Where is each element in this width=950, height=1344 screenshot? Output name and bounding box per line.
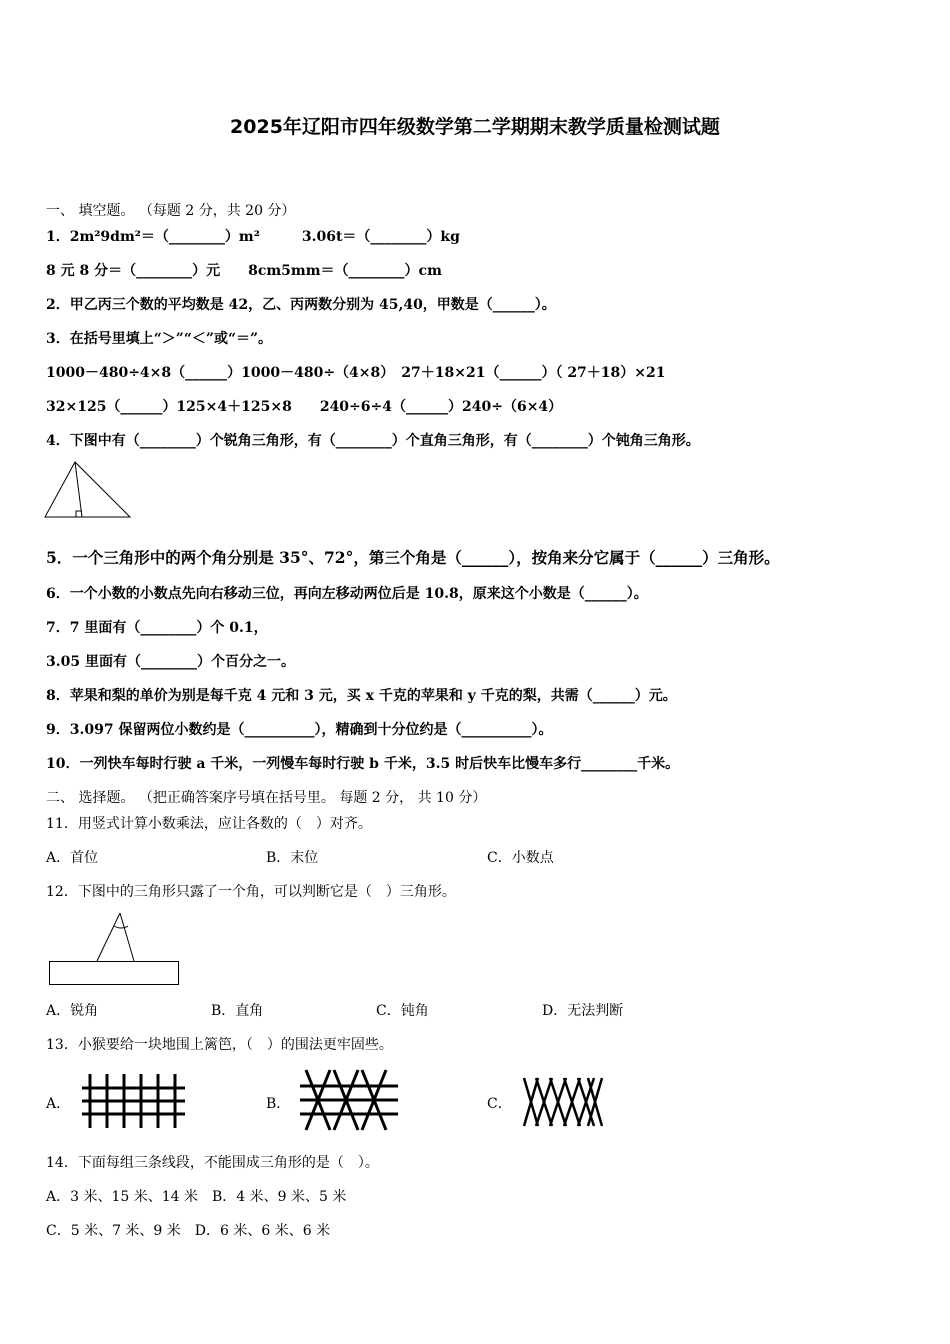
q12-option-b[interactable]: B．直角: [211, 1003, 264, 1019]
fence-cross-grid-figure[interactable]: [300, 1068, 400, 1132]
section2-header: 二、 选择题。 （把正确答案序号填在括号里。 每题 2 分， 共 10 分）: [46, 790, 487, 806]
question-14: 14．下面每组三条线段，不能围成三角形的是（ ）。: [46, 1155, 379, 1171]
question-11: 11．用竖式计算小数乘法，应让各数的（ ）对齐。: [46, 816, 372, 832]
q11-option-b[interactable]: B．末位: [266, 850, 319, 866]
q13-label-c[interactable]: C．: [487, 1096, 512, 1112]
section1-header: 一、 填空题。 （每题 2 分，共 20 分）: [46, 203, 296, 219]
q12-option-c[interactable]: C．钝角: [376, 1003, 429, 1019]
question-6: 6．一个小数的小数点先向右移动三位，再向左移动两位后是 10.8，原来这个小数是（______）。: [46, 586, 648, 602]
q12-option-a[interactable]: A．锐角: [46, 1003, 99, 1019]
q11-option-c[interactable]: C．小数点: [487, 850, 554, 866]
question-14-options-line-2[interactable]: C．5 米、7 米、9 米 D．6 米、6 米、6 米: [46, 1223, 331, 1239]
question-13: 13．小猴要给一块地围上篱笆，（ ）的围法更牢固些。: [46, 1037, 393, 1053]
question-10: 10．一列快车每时行驶 a 千米，一列慢车每时行驶 b 千米，3.5 时后快车比慢车多行________千米。: [46, 756, 680, 772]
question-7-line-1: 7．7 里面有（________）个 0.1，: [46, 620, 268, 636]
question-3: 3．在括号里填上“＞”“＜”或“＝”。: [46, 331, 273, 347]
question-12: 12．下图中的三角形只露了一个角，可以判断它是（ ）三角形。: [46, 884, 456, 900]
q13-label-b[interactable]: B．: [266, 1096, 291, 1112]
question-8: 8．苹果和梨的单价为别是每千克 4 元和 3 元，买 x 千克的苹果和 y 千克的梨，共需（______）元。: [46, 688, 677, 704]
question-2: 2．甲乙丙三个数的平均数是 42，乙、丙两数分别为 45,40，甲数是（______）。: [46, 297, 556, 313]
question-1-line-2: 8 元 8 分＝（________）元 8cm5mm＝（________）cm: [46, 263, 442, 279]
question-1-line-1: 1．2m²9dm²＝（________）m² 3.06t＝（________）kg: [46, 229, 460, 245]
hidden-triangle-figure: [48, 910, 182, 988]
question-14-options-line-1[interactable]: A．3 米、15 米、14 米 B．4 米、9 米、5 米: [46, 1189, 347, 1205]
question-7-line-2: 3.05 里面有（________）个百分之一。: [46, 654, 295, 670]
fence-grid-figure[interactable]: [82, 1072, 186, 1130]
q12-option-d[interactable]: D．无法判断: [542, 1003, 624, 1019]
question-3-line-1: 1000－480÷4×8（______）1000－480÷（4×8） 27＋18×21（______）（ 27＋18）×21: [46, 365, 666, 381]
question-5: 5．一个三角形中的两个角分别是 35°、72°，第三个角是（______），按角来分它属于（______）三角形。: [46, 548, 780, 567]
triangle-figure: [44, 460, 134, 520]
page-title: 2025年辽阳市四年级数学第二学期期末教学质量检测试题: [230, 116, 720, 138]
question-3-line-2: 32×125（______）125×4＋125×8 240÷6÷4（______）240÷（6×4）: [46, 399, 563, 415]
question-4: 4．下图中有（________）个锐角三角形，有（________）个直角三角形，有（________）个钝角三角形。: [46, 433, 700, 449]
fence-diagonal-figure[interactable]: [522, 1076, 604, 1128]
q11-option-a[interactable]: A．首位: [46, 850, 99, 866]
question-9: 9．3.097 保留两位小数约是（__________），精确到十分位约是（__________）。: [46, 722, 553, 738]
q13-label-a[interactable]: A．: [46, 1096, 71, 1112]
